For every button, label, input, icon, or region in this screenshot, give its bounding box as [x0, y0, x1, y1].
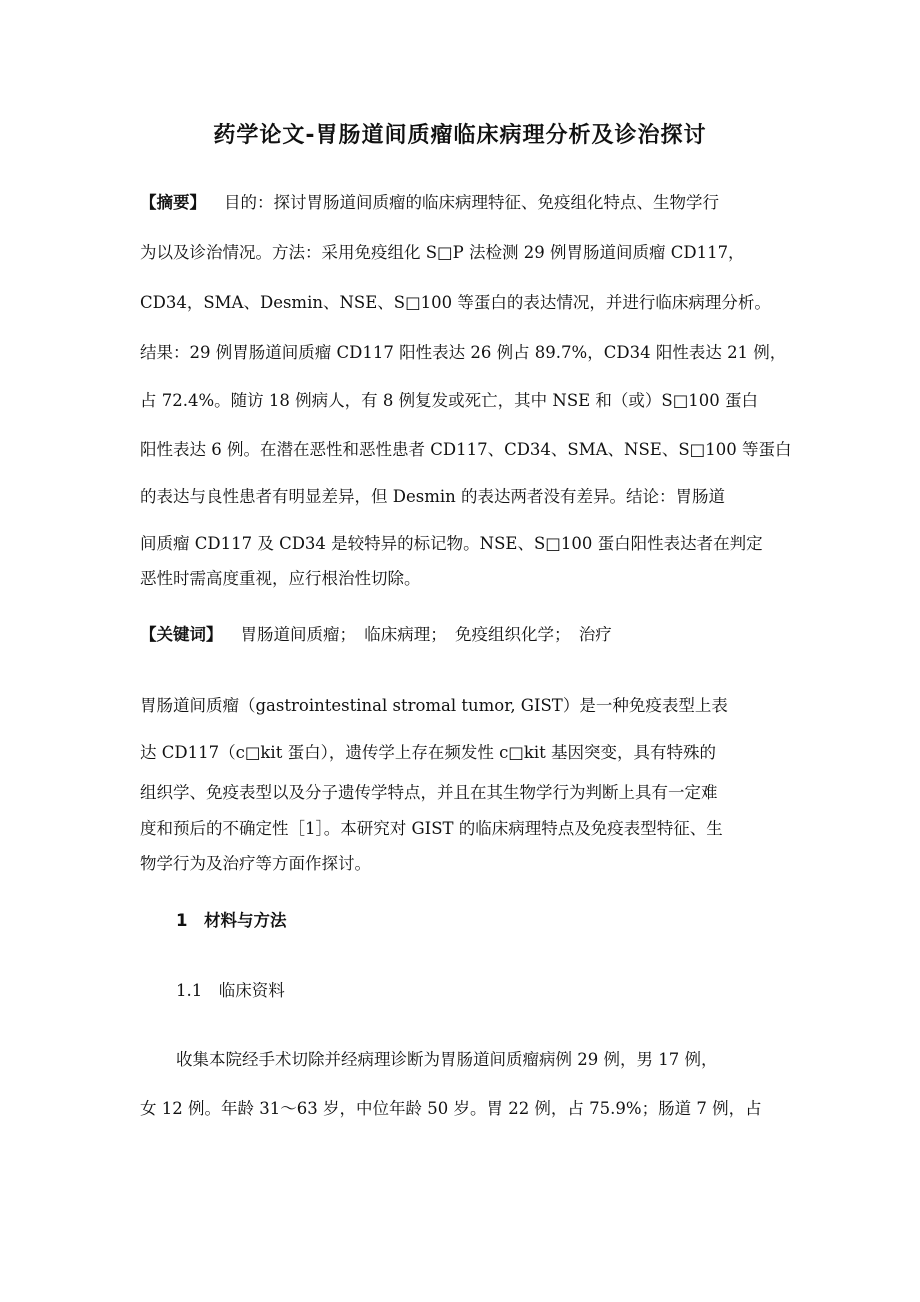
intro-line: 组织学、免疫表型以及分子遗传学特点，并且在其生物学行为判断上具有一定难: [140, 783, 718, 802]
intro-line: 达 CD117（c□kit 蛋白），遗传学上存在频发性 c□kit 基因突变，具有特殊的: [140, 743, 717, 762]
abstract-line: 间质瘤 CD117 及 CD34 是较特异的标记物。NSE、S□100 蛋白阳性表达者在判定: [140, 534, 763, 553]
abstract-line: [140, 193, 719, 213]
body-line: 女 12 例。年龄 31～63 岁，中位年龄 50 岁。胃 22 例，占 75.9%；肠道 7 例，占: [140, 1099, 762, 1118]
abstract-label: 【摘要】: [140, 193, 206, 212]
keywords-text: 胃肠道间质瘤； 临床病理； 免疫组织化学； 治疗: [240, 625, 612, 644]
subsection-heading: 1.1 临床资料: [176, 981, 285, 1000]
keywords-line: [140, 625, 612, 645]
intro-line: 胃肠道间质瘤（gastrointestinal stromal tumor, GIST）是一种免疫表型上表: [140, 696, 728, 715]
abstract-line: 阳性表达 6 例。在潜在恶性和恶性患者 CD117、CD34、SMA、NSE、S□100 等蛋白: [140, 440, 792, 459]
abstract-line: 为以及诊治情况。方法：采用免疫组化 S□P 法检测 29 例胃肠道间质瘤 CD117，: [140, 243, 745, 262]
abstract-line: 占 72.4%。随访 18 例病人，有 8 例复发或死亡，其中 NSE 和（或）S□100 蛋白: [140, 391, 759, 410]
body-line: 收集本院经手术切除并经病理诊断为胃肠道间质瘤病例 29 例，男 17 例，: [176, 1050, 718, 1069]
page-title: 药学论文-胃肠道间质瘤临床病理分析及诊治探讨: [213, 123, 707, 148]
section-heading: 1 材料与方法: [176, 911, 287, 930]
abstract-line: 的表达与良性患者有明显差异，但 Desmin 的表达两者没有差异。结论：胃肠道: [140, 487, 726, 506]
keywords-label: 【关键词】: [140, 625, 223, 644]
intro-line: 度和预后的不确定性［1］。本研究对 GIST 的临床病理特点及免疫表型特征、生: [140, 819, 723, 838]
abstract-line: 恶性时需高度重视，应行根治性切除。: [140, 569, 421, 588]
abstract-line: 结果：29 例胃肠道间质瘤 CD117 阳性表达 26 例占 89.7%，CD34 阳性表达 21 例，: [140, 343, 787, 362]
abstract-text: 目的：探讨胃肠道间质瘤的临床病理特征、免疫组化特点、生物学行: [224, 193, 719, 212]
intro-line: 物学行为及治疗等方面作探讨。: [140, 854, 371, 873]
abstract-line: CD34，SMA、Desmin、NSE、S□100 等蛋白的表达情况，并进行临床病理分析。: [140, 293, 771, 312]
